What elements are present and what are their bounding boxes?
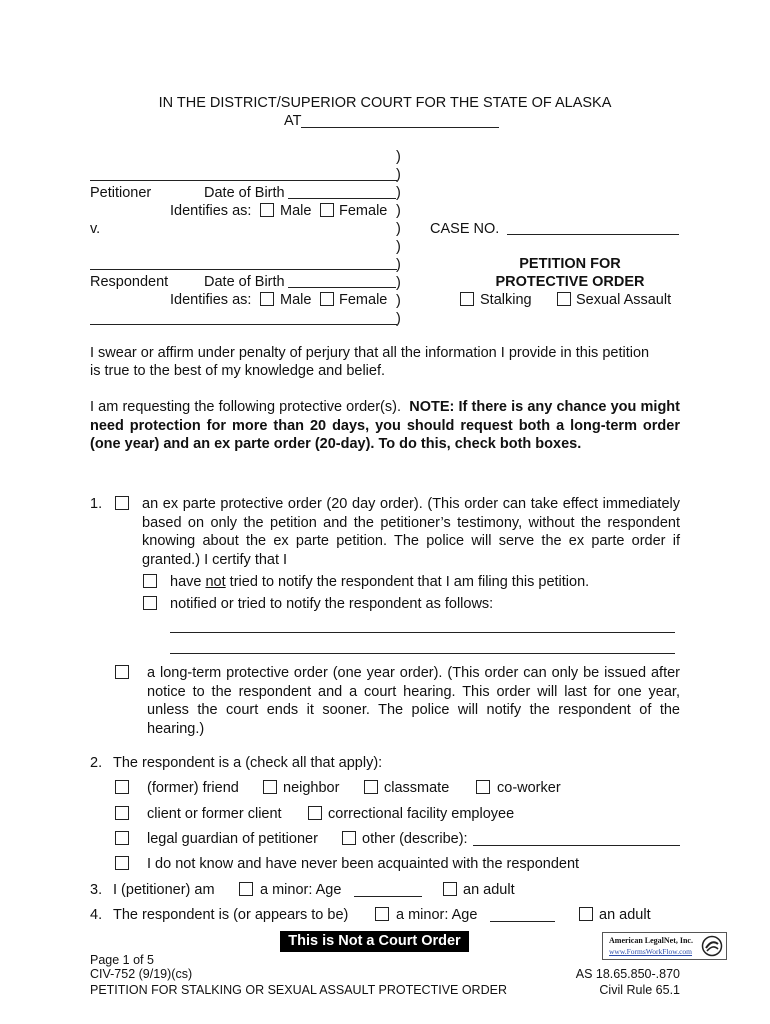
petitioner-female-label: Female: [339, 203, 388, 219]
respondent-minor-label: a minor: Age: [396, 907, 478, 923]
american-legalnet-logo[interactable]: [602, 932, 727, 960]
caption-paren: ): [396, 239, 401, 255]
client-label: client or former client: [147, 806, 282, 822]
petitioner-minor-label: a minor: Age: [260, 882, 342, 898]
respondent-age-field[interactable]: [490, 921, 555, 922]
notified-checkbox[interactable]: [143, 596, 157, 610]
respondent-minor-checkbox[interactable]: [375, 907, 389, 921]
item3-number: 3.: [90, 882, 103, 898]
respondent-extra-field[interactable]: [90, 324, 397, 325]
petition-title-line2: PROTECTIVE ORDER: [495, 274, 645, 290]
sexual-assault-checkbox[interactable]: [557, 292, 571, 306]
notification-method-field-1[interactable]: [170, 632, 675, 633]
client-checkbox[interactable]: [115, 806, 129, 820]
statute-reference: AS 18.65.850-.870: [575, 967, 680, 981]
caption-paren: ): [396, 293, 401, 309]
petitioner-dob-label: Date of Birth: [204, 185, 285, 201]
case-number-field[interactable]: [507, 234, 679, 235]
stalking-checkbox[interactable]: [460, 292, 474, 306]
petitioner-age-field[interactable]: [354, 896, 422, 897]
caption-paren: ): [396, 149, 401, 165]
petitioner-male-label: Male: [280, 203, 312, 219]
logo-url[interactable]: www.FormsWorkFlow.com: [609, 947, 693, 956]
other-describe-field[interactable]: [473, 845, 680, 846]
item2-number: 2.: [90, 755, 103, 771]
have-suffix: tried to notify the respondent that I am filing this petition.: [225, 574, 590, 590]
ex-parte-checkbox[interactable]: [115, 496, 129, 510]
respondent-name-field[interactable]: [90, 269, 397, 270]
notification-method-field-2[interactable]: [170, 653, 675, 654]
caption-paren: ): [396, 257, 401, 273]
caption-paren: ): [396, 203, 401, 219]
item4-number: 4.: [90, 907, 103, 923]
have-prefix: have: [170, 574, 206, 590]
never-known-checkbox[interactable]: [115, 856, 129, 870]
item1-number: 1.: [90, 496, 103, 512]
caption-paren: ): [396, 167, 401, 183]
court-title: IN THE DISTRICT/SUPERIOR COURT FOR THE STATE OF ALASKA: [158, 95, 612, 111]
long-term-checkbox[interactable]: [115, 665, 129, 679]
caption-paren: ): [396, 185, 401, 201]
petitioner-label: Petitioner: [90, 185, 152, 201]
petitioner-female-checkbox[interactable]: [320, 203, 334, 217]
item4-text: The respondent is (or appears to be): [113, 907, 349, 923]
other-label: other (describe):: [362, 831, 468, 847]
swear-statement-line1: I swear or affirm under penalty of perjury that all the information I provide in this petition: [90, 345, 650, 361]
request-paragraph: [90, 398, 680, 454]
versus-label: v.: [90, 221, 101, 237]
friend-label: (former) friend: [147, 780, 239, 796]
notified-text: notified or tried to notify the respondent as follows:: [170, 596, 494, 612]
respondent-identifies-label: Identifies as:: [170, 292, 252, 308]
respondent-adult-checkbox[interactable]: [579, 907, 593, 921]
item3-text: I (petitioner) am: [113, 882, 215, 898]
logo-globe-icon: [701, 935, 723, 957]
item2-heading: The respondent is a (check all that apply):: [113, 755, 383, 771]
petitioner-dob-field[interactable]: [288, 198, 396, 199]
respondent-dob-label: Date of Birth: [204, 274, 285, 290]
petitioner-male-checkbox[interactable]: [260, 203, 274, 217]
request-note: NOTE: If there is any chance you might need protection for more than 20 days, you should request both a long-term order (one year) and an ex parte order (20-day). To do this, check both boxes.: [90, 399, 680, 452]
petitioner-adult-checkbox[interactable]: [443, 882, 457, 896]
not-word: not: [205, 574, 226, 590]
respondent-dob-field[interactable]: [288, 287, 396, 288]
other-checkbox[interactable]: [342, 831, 356, 845]
coworker-label: co-worker: [497, 780, 561, 796]
case-no-label: CASE NO.: [430, 221, 500, 237]
swear-statement-line2: is true to the best of my knowledge and belief.: [90, 363, 386, 379]
classmate-checkbox[interactable]: [364, 780, 378, 794]
not-court-order-badge: This is Not a Court Order: [280, 931, 469, 952]
stalking-label: Stalking: [480, 292, 532, 308]
caption-paren: ): [396, 221, 401, 237]
classmate-label: classmate: [384, 780, 450, 796]
page-number: Page 1 of 5: [90, 953, 154, 967]
neighbor-checkbox[interactable]: [263, 780, 277, 794]
ex-parte-text: an ex parte protective order (20 day order). (This order can take effect immediately based on only the petition and the petitioner’s testimony, without the respondent knowing about the ex parte petition. The police will serve the ex parte order if granted.) I certify that I: [142, 496, 680, 568]
logo-name: American LegalNet, Inc.: [609, 936, 693, 945]
respondent-female-checkbox[interactable]: [320, 292, 334, 306]
coworker-checkbox[interactable]: [476, 780, 490, 794]
petitioner-adult-label: an adult: [463, 882, 515, 898]
petitioner-name-field[interactable]: [90, 180, 397, 181]
correctional-label: correctional facility employee: [328, 806, 515, 822]
guardian-label: legal guardian of petitioner: [147, 831, 318, 847]
long-term-text: a long-term protective order (one year order). (This order can only be issued after notice to the respondent and a court hearing. This order will last for one year, unless the court ends it sooner. The police will notify the respondent of the hearing.): [147, 665, 680, 737]
at-label: AT: [284, 113, 302, 129]
guardian-checkbox[interactable]: [115, 831, 129, 845]
not-notified-text: [170, 573, 589, 591]
respondent-male-label: Male: [280, 292, 312, 308]
caption-paren: ): [396, 275, 401, 291]
friend-checkbox[interactable]: [115, 780, 129, 794]
request-intro: I am requesting the following protective order(s).: [90, 399, 401, 415]
respondent-male-checkbox[interactable]: [260, 292, 274, 306]
correctional-checkbox[interactable]: [308, 806, 322, 820]
sexual-assault-label: Sexual Assault: [576, 292, 672, 308]
civil-rule-reference: Civil Rule 65.1: [599, 983, 680, 997]
respondent-female-label: Female: [339, 292, 388, 308]
petition-title-line1: PETITION FOR: [519, 256, 621, 272]
not-notified-checkbox[interactable]: [143, 574, 157, 588]
respondent-label: Respondent: [90, 274, 169, 290]
petitioner-identifies-label: Identifies as:: [170, 203, 252, 219]
caption-paren: ): [396, 311, 401, 327]
petitioner-minor-checkbox[interactable]: [239, 882, 253, 896]
at-location-field[interactable]: [301, 127, 499, 128]
respondent-adult-label: an adult: [599, 907, 651, 923]
form-title: PETITION FOR STALKING OR SEXUAL ASSAULT PROTECTIVE ORDER: [90, 983, 507, 997]
neighbor-label: neighbor: [283, 780, 340, 796]
form-number: CIV-752 (9/19)(cs): [90, 967, 193, 981]
never-known-label: I do not know and have never been acquainted with the respondent: [147, 856, 580, 872]
